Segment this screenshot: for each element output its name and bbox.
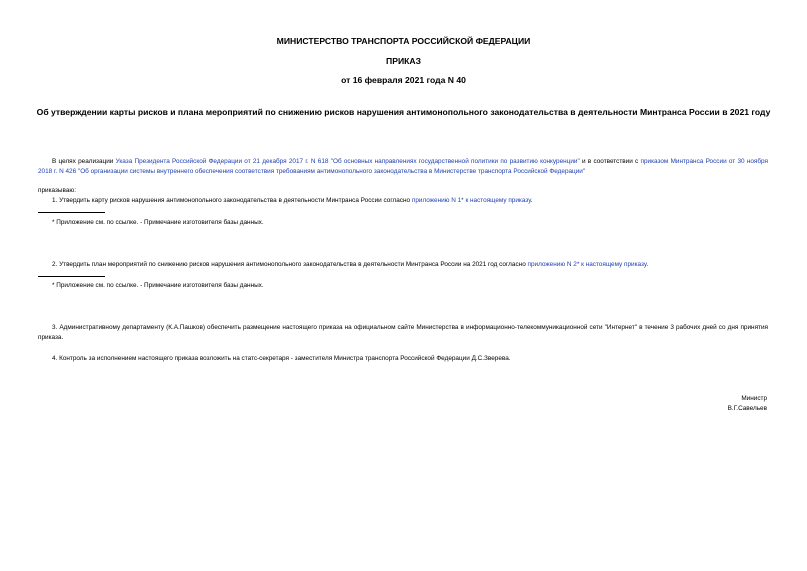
- preamble-text-2: и в соответствии с: [579, 158, 641, 165]
- item-3: 3. Административному департаменту (К.А.Пашков) обеспечить размещение настоящего приказа на официальном сайте Министерства в информационно-телекоммуникационной сети "Интернет" в течение 3 рабочих дней со дня принятия приказа.: [38, 324, 768, 341]
- footnote-separator-1: [38, 212, 105, 213]
- mintrans-order-link[interactable]: приказом Минтранса России от 30 ноября 2018 г. N 426 "Об организации системы внутреннего обеспечения соответствия требованиям антимонопольного законодательства в Министерстве транспорта Российской Федерации": [38, 158, 768, 175]
- footnote-2: * Приложение см. по ссылке. - Примечание изготовителя базы данных.: [52, 282, 264, 289]
- signature-name: В.Г.Савельев: [727, 405, 767, 412]
- document-title: Об утверждении карты рисков и плана мероприятий по снижению рисков нарушения антимонопольного законодательства в деятельности Минтранса России в 2021 году: [36, 107, 771, 117]
- footnote-separator-2: [38, 276, 105, 277]
- preamble-paragraph: [38, 157, 768, 177]
- footnote-1: * Приложение см. по ссылке. - Примечание изготовителя базы данных.: [52, 219, 264, 226]
- item-2-text: 2. Утвердить план мероприятий по снижению рисков нарушения антимонопольного законодательства в деятельности Минтранса России на 2021 год согласно: [52, 261, 528, 268]
- item-1-text: 1. Утвердить карту рисков нарушения антимонопольного законодательства в деятельности Минтранса России согласно: [52, 197, 412, 204]
- ministry-heading: МИНИСТЕРСТВО ТРАНСПОРТА РОССИЙСКОЙ ФЕДЕРАЦИИ: [276, 36, 531, 46]
- doc-type-heading: ПРИКАЗ: [386, 56, 421, 66]
- date-number-heading: от 16 февраля 2021 года N 40: [341, 75, 466, 85]
- item-2: [52, 260, 767, 270]
- item-2-end: .: [646, 261, 649, 268]
- item-4: 4. Контроль за исполнением настоящего приказа возложить на статс-секретаря - заместителя Министра транспорта Российской Федерации Д.С.Зверева.: [52, 355, 511, 362]
- item-1: [52, 196, 767, 206]
- preamble-text-1: В целях реализации: [52, 158, 116, 165]
- item-1-end: .: [530, 197, 533, 204]
- signature-position: Министр: [741, 395, 767, 402]
- ukaz-link[interactable]: Указа Президента Российской Федерации от 21 декабря 2017 г. N 618 "Об основных направлениях государственной политики по развитию конкуренции": [115, 158, 580, 165]
- appendix-1-link[interactable]: приложению N 1* к настоящему приказу: [411, 197, 531, 204]
- directive-text: приказываю:: [38, 187, 76, 194]
- appendix-2-link[interactable]: приложению N 2* к настоящему приказу: [527, 261, 647, 268]
